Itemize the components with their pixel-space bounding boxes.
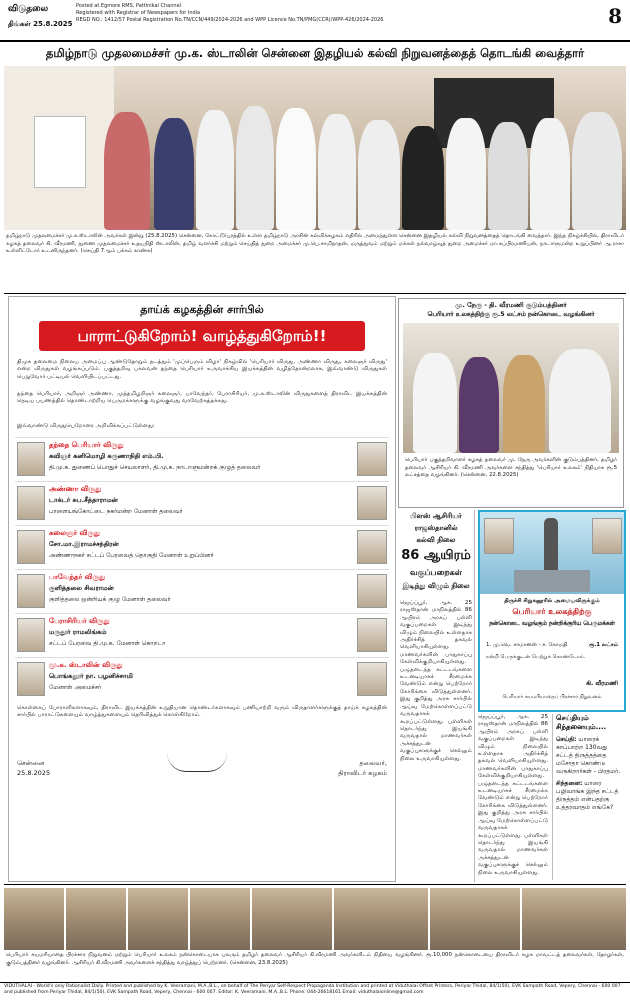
reg-line: Posted at Egmore RMS, Pattinikai Channel bbox=[76, 3, 182, 9]
news-label: செய்தி: bbox=[556, 736, 577, 743]
person bbox=[104, 112, 150, 230]
awards-section bbox=[8, 296, 396, 882]
award-row bbox=[15, 613, 389, 654]
awardee-role: பாளையங்கோட்டை நகர்மன்ற மேனாள் தலைவர் bbox=[49, 508, 183, 515]
donor-label: 1. மு.வெ. சாமானன் - ச. கோமதி bbox=[486, 642, 568, 648]
award-row bbox=[15, 525, 389, 566]
person bbox=[572, 112, 622, 230]
portrait-image bbox=[357, 442, 387, 476]
portrait-image bbox=[592, 518, 622, 554]
news-heading: ராஜஸ்தானில் bbox=[414, 524, 458, 532]
news-item bbox=[556, 736, 622, 776]
portrait-image bbox=[17, 530, 45, 564]
banner-slogan: பாராட்டுகிறோம்! வாழ்த்துகிறோம்!! bbox=[39, 321, 365, 351]
masthead bbox=[0, 0, 630, 42]
person bbox=[549, 349, 611, 453]
signature-org: திராவிடர் கழகம் bbox=[338, 769, 387, 777]
donor-amount: ரூ.1 லட்சம் bbox=[589, 642, 618, 648]
signature-date: 25.8.2025 bbox=[17, 769, 51, 777]
awardee-role: சட்டப் பேரவை தி.மு.க. மேனாள் கொறடா bbox=[49, 640, 166, 647]
award-title: பேராசிரியர் விருது bbox=[49, 617, 110, 625]
bottom-photo bbox=[190, 888, 250, 950]
person bbox=[459, 357, 499, 453]
awardee-name: கவிஞர் கனிமொழி கருணாநிதி எம்.பி. bbox=[49, 452, 164, 460]
award-row bbox=[15, 569, 389, 610]
bottom-photo-strip bbox=[4, 888, 626, 950]
lead-caption: தமிழ்நாடு முதலமைச்சர் மு.க.ஸ்டாலின் அவர்கள் இன்று (25.8.2025) சென்னை, கோட்டூர்புரத்தில் உள்ள தமிழ்நாடு அரசின் கல்விக்கழகம் எதிரில் அமைந்துள்ள சென்னை இதழியல் கல்வி நிறுவனத்தைத் தொடங்கி வைத்தார். இந்த நிகழ்ச்சியில், திராவிடர் கழகத் தலைவர் கி. வீரமணி, துணை முதலமைச்சர் உதயநிதி ஸ்டாலின், தமிழ் வளர்ச்சி மற்றும் செய்தித் துறை அமைச்சர் மு.பெ.சாமிநாதன், மருத்துவம் மற்றும் மக்கள் நல்வாழ்வுத் துறை அமைச்சர் மா.சுப்பிரமணியன், நாடாளுமன்ற உறுப்பினர் ஆ.ராசா உள்ளிட்டோர் உடனிருந்தனர். (செய்தி 7ஆம் பக்கம் காண்க) bbox=[6, 233, 624, 255]
news-heading: கல்வி நிலை bbox=[416, 536, 456, 544]
news-heading: வகுப்பறைகள் bbox=[410, 568, 462, 577]
reg-line: REGD NO.: 1412/57 Postal Registration No.TN/CCN/449/2024-2026 and WPP Licence No.TN/PMG(CCR)/WPP-426/2024-2026 bbox=[76, 17, 384, 23]
person bbox=[530, 118, 570, 230]
periyar-world-ad bbox=[478, 510, 626, 712]
issue-date: திங்கள் 25.8.2025 bbox=[8, 20, 73, 28]
building bbox=[514, 570, 590, 592]
signature-title: தலைவர், bbox=[359, 759, 387, 767]
awardee-role: குளித்தலை ஒன்றியக் குழு மேனாள் தலைவர் bbox=[49, 596, 171, 603]
donor-note: நன்றி பெருக்குடன் பெற்றுக் கொண்டோம். bbox=[486, 654, 586, 660]
award-row bbox=[15, 437, 389, 478]
thought-title: செய்தியும் சிந்தனையும்.... bbox=[556, 714, 607, 731]
portrait-image bbox=[484, 518, 514, 554]
thought-label: சிந்தனை: bbox=[556, 780, 583, 787]
divider bbox=[4, 884, 626, 885]
awardee-role: தி.மு.க. துணைப் பொதுச் செயலாளர், தி.மு.க. நாடாளுமன்றக் குழுத் தலைவர் bbox=[49, 464, 261, 471]
signature-mark bbox=[167, 753, 227, 772]
person bbox=[276, 108, 316, 230]
imprint-footer: VIDUTHALAI - World's only Rationalist Daily. Printed and published by K. Veeramani, M.A.,B.L., on behalf of The Periyar Self-Respect Propaganda Institution and printed at Viduthalai Offset Printers, Periyar Thidal, 84/1(50), EVK Sampath Road, Vepery, Chennai - 600 007 and published from Periyar Thidal, 84/1(50), EVK Sampath Road, Vepery, Chennai - 600 007. Editor: K. Veeramani, M.A.,B.L. Phone: 044-26618161 Email: viduthalaionline@gmail.com bbox=[0, 982, 630, 1000]
awardee-name: சோ.மா.இராமச்சந்திரன் bbox=[49, 540, 119, 548]
ad-title3: நன்கொடை வழங்கும் நன்றிக்குரிய பெருமக்கள் bbox=[489, 621, 615, 627]
awardee-role: அண்ணாநகர் சட்டப் பேரவைத் தொகுதி மேனாள் உறுப்பினர் bbox=[49, 552, 214, 559]
statue bbox=[544, 518, 558, 578]
portrait-image bbox=[17, 574, 45, 608]
portrait-image bbox=[357, 574, 387, 608]
news-text: யாரைக் காப்பாற்ற 130வது சட்டத் திருத்தத்தை மசோதா கொண்டு வருகிறார்கள் - பிரதமர். bbox=[556, 736, 621, 775]
intro-paragraph: திமுக தலைமை நிலைய அமைப்பு ஆண்டுதோறும் நடத்தும் 'முப்பெரும் விழா' நிகழ்வில் 'பெரியார் விருது, அண்ணா விருது, கலைஞர் விருது' என்ற விருதுகள் வழங்கப்படும். பகுத்தறிவு பகலவன் தந்தை பெரியார் உருவாக்கிய இயக்கத்தின் வழித்தோன்றலாக, இவ்வாண்டு விருதுகள் பெறுவோர் பட்டியல் வெளியிடப்பட்டது. bbox=[17, 359, 387, 380]
news-continuation: ஜெய்ப்பூர், ஆக. 25 ராஜஸ்தான் மாநிலத்தில் 86 ஆயிரம் அரசுப் பள்ளி வகுப்பறைகள் இடிந்து விழும் நிலையில் உள்ளதாக அதிர்ச்சித் தகவல் வெளியாகியுள்ளது. மாணவர்களின் பாதுகாப்பு கேள்விக்குறியாகியுள்ளது. பழுதடைந்த கட்டடங்களை உடனடியாகச் சீரமைக்க வேண்டும் என்று பெற்றோர் கோரிக்கை விடுத்துள்ளனர். இது குறித்து அரசு சார்பில் ஆய்வு மேற்கொள்ளப்பட்டு வருவதாகக் கூறப்பட்டுள்ளது. பள்ளிகள் தொடர்ந்து இயங்கி வருவதால் மாணவர்கள் அச்சத்துடன் வகுப்புகளுக்குச் செல்லும் நிலை உருவாகியுள்ளது. bbox=[478, 714, 548, 876]
person bbox=[488, 122, 528, 230]
intro-paragraph: இவ்வாண்டு விருதுபெறோரை அறிவிக்கப்பட்டுள்ளது: bbox=[17, 423, 155, 429]
awards-closing: கொள்கைப் போராளிகளாகவும், திராவிட இயக்கத்தின் உறுதியான தொண்டர்களாகவும் பணியாற்றி வரும் விருதாளர்களுக்குத் தாய்க் கழகத்தின் சார்பில் பாராட்டுகளையும் வாழ்த்துகளையும் தெரிவித்துக் கொள்கிறோம். bbox=[17, 705, 387, 719]
bottom-caption: பெரியார் சுயமரியாதை பிரச்சார நிறுவனம் மற்றும் பெரியார் உலகம் நன்கொடையாக பலரும் தமிழர் தலைவர் ஆசிரியர் கி.வீரமணி அவர்களிடம் நிதியை வழங்கினர். ரூ.10,000 நன்கொடையை திராவிடர் கழக மாவட்டத் தலைவர்கள், தோழர்கள், குடும்பத்தினர் வழங்கினர். ஆசிரியர் கி.வீரமணி அவர்களைச் சந்தித்து வாழ்த்துப் பெற்றனர். (சென்னை, 23.8.2025) bbox=[6, 952, 624, 966]
portrait-image bbox=[17, 662, 45, 696]
signature-block bbox=[17, 753, 387, 793]
awardee-name: டாக்டர் சுப.சீத்தாராமன் bbox=[49, 496, 118, 504]
ad-sign-role: பெரியார் சுயமரியாதைப் பிரச்சார நிறுவனம் bbox=[502, 694, 602, 700]
rajasthan-news bbox=[398, 510, 475, 882]
registration-info bbox=[76, 3, 556, 24]
bottom-photo bbox=[430, 888, 520, 950]
award-row bbox=[15, 657, 389, 698]
portrait-image bbox=[357, 486, 387, 520]
ad-image bbox=[480, 512, 624, 594]
donation-subtitle: பெரியார் உலகத்திற்கு ரூ.5 லட்சம் நன்கொடை வழங்கினர் bbox=[427, 311, 595, 318]
person bbox=[154, 118, 194, 230]
plaque bbox=[34, 116, 86, 188]
donation-photo bbox=[403, 323, 619, 453]
award-title: அண்ணா விருது bbox=[49, 485, 102, 493]
lead-photo bbox=[4, 66, 626, 230]
banner-org-line: தாய்க் கழகத்தின் சார்பில் bbox=[140, 303, 264, 316]
award-title: மு.க. ஸ்டாலின் விருது bbox=[49, 661, 123, 669]
thought-text: யாரை பழிவாங்க இந்த சட்டத் திருத்தம் என்பதற்கு உத்தரவாதம் எங்கே? bbox=[556, 780, 619, 811]
divider bbox=[4, 293, 626, 294]
bottom-photo bbox=[334, 888, 428, 950]
portrait-image bbox=[357, 530, 387, 564]
person bbox=[358, 120, 400, 230]
award-title: தந்தை பெரியார் விருது bbox=[49, 441, 124, 449]
person bbox=[503, 355, 545, 453]
portrait-image bbox=[17, 442, 45, 476]
ad-sign: கி. வீரமணி bbox=[586, 680, 618, 687]
donation-box bbox=[398, 298, 624, 508]
signature-place: சென்னை bbox=[17, 759, 45, 767]
awardee-name: பொங்கலூர் நா. பழனிச்சாமி bbox=[49, 672, 133, 680]
person bbox=[236, 106, 274, 230]
person bbox=[402, 126, 444, 230]
news-body: ஜெய்ப்பூர், ஆக. 25 ராஜஸ்தான் மாநிலத்தில் 86 ஆயிரம் அரசுப் பள்ளி வகுப்பறைகள் இடிந்து விழும் நிலையில் உள்ளதாக அதிர்ச்சித் தகவல் வெளியாகியுள்ளது. மாணவர்களின் பாதுகாப்பு கேள்விக்குறியாகியுள்ளது. பழுதடைந்த கட்டடங்களை உடனடியாகச் சீரமைக்க வேண்டும் என்று பெற்றோர் கோரிக்கை விடுத்துள்ளனர். இது குறித்து அரசு சார்பில் ஆய்வு மேற்கொள்ளப்பட்டு வருவதாகக் கூறப்பட்டுள்ளது. பள்ளிகள் தொடர்ந்து இயங்கி வருவதால் மாணவர்கள் அச்சத்துடன் வகுப்புகளுக்குச் செல்லும் நிலை உருவாகியுள்ளது. bbox=[400, 600, 472, 762]
portrait-image bbox=[357, 662, 387, 696]
thought-item bbox=[556, 780, 622, 812]
bottom-photo bbox=[252, 888, 332, 950]
news-heading: பிளஸ் ஆசிரியர் bbox=[410, 512, 462, 520]
awardee-name: குளித்தலை சிவராமன் bbox=[49, 584, 114, 592]
reg-line: Registered with Registrar of Newspapers for India bbox=[76, 10, 201, 16]
award-row bbox=[15, 481, 389, 522]
bottom-photo bbox=[522, 888, 626, 950]
lead-headline: தமிழ்நாடு முதலமைச்சர் மு.க. ஸ்டாலின் சென்னை இதழியல் கல்வி நிறுவனத்தைத் தொடங்கி வைத்தார் bbox=[45, 46, 585, 60]
bottom-photo bbox=[128, 888, 188, 950]
donation-caption: பெரியார் பகுத்தறிவாளர் கழகத் தலைவர் மு. நேரு அவர்களின் குடும்பத்தினர், தமிழர் தலைவர் ஆசிரியர் கி. வீரமணி அவர்களை சந்தித்து 'பெரியார் உலகம்' நிதியாக ரூ.5 லட்சத்தை வழங்கினர். (சென்னை, 22.8.2025) bbox=[405, 457, 617, 479]
ad-title1: திருச்சி சிறுகனூரில் அமையவிருக்கும் bbox=[504, 598, 600, 604]
award-title: கலைஞர் விருது bbox=[49, 529, 101, 537]
ad-title2: பெரியார் உலகத்திற்கு bbox=[512, 607, 592, 616]
award-title: பாவேந்தர் விருது bbox=[49, 573, 106, 581]
bottom-photo bbox=[4, 888, 64, 950]
donation-title: மு. நேரு - தி. வீரமணி குடும்பத்தினர் bbox=[455, 301, 567, 309]
bottom-photo bbox=[66, 888, 126, 950]
person bbox=[413, 353, 457, 453]
portrait-image bbox=[17, 486, 45, 520]
person bbox=[446, 118, 486, 230]
awardee-name: மருதூர் ராமலிங்கம் bbox=[49, 628, 107, 636]
thought-box bbox=[552, 714, 622, 880]
page-number: 8 bbox=[608, 4, 622, 28]
news-headline-big: 86 ஆயிரம் bbox=[401, 548, 471, 563]
newspaper-name: விடுதலை bbox=[8, 4, 49, 14]
portrait-image bbox=[17, 618, 45, 652]
news-heading: இடிந்து விழும் நிலை bbox=[402, 582, 470, 590]
person bbox=[196, 110, 234, 230]
awardee-role: மேனாள் அமைச்சர் bbox=[49, 684, 102, 691]
intro-paragraph: தந்தை பெரியார், அறிஞர் அண்ணா, முத்தமிழறிஞர் கலைஞர், பாவேந்தர், பேராசிரியர், மு.க.ஸ்டாலின் விருதுகளைத் திராவிட இயக்கத்தின் நெடிய பயணத்தில் தொண்டாற்றிய பெருமக்களுக்கு வழங்குவது வரவேற்கத்தக்கது. bbox=[17, 391, 387, 405]
person bbox=[318, 114, 356, 230]
portrait-image bbox=[357, 618, 387, 652]
